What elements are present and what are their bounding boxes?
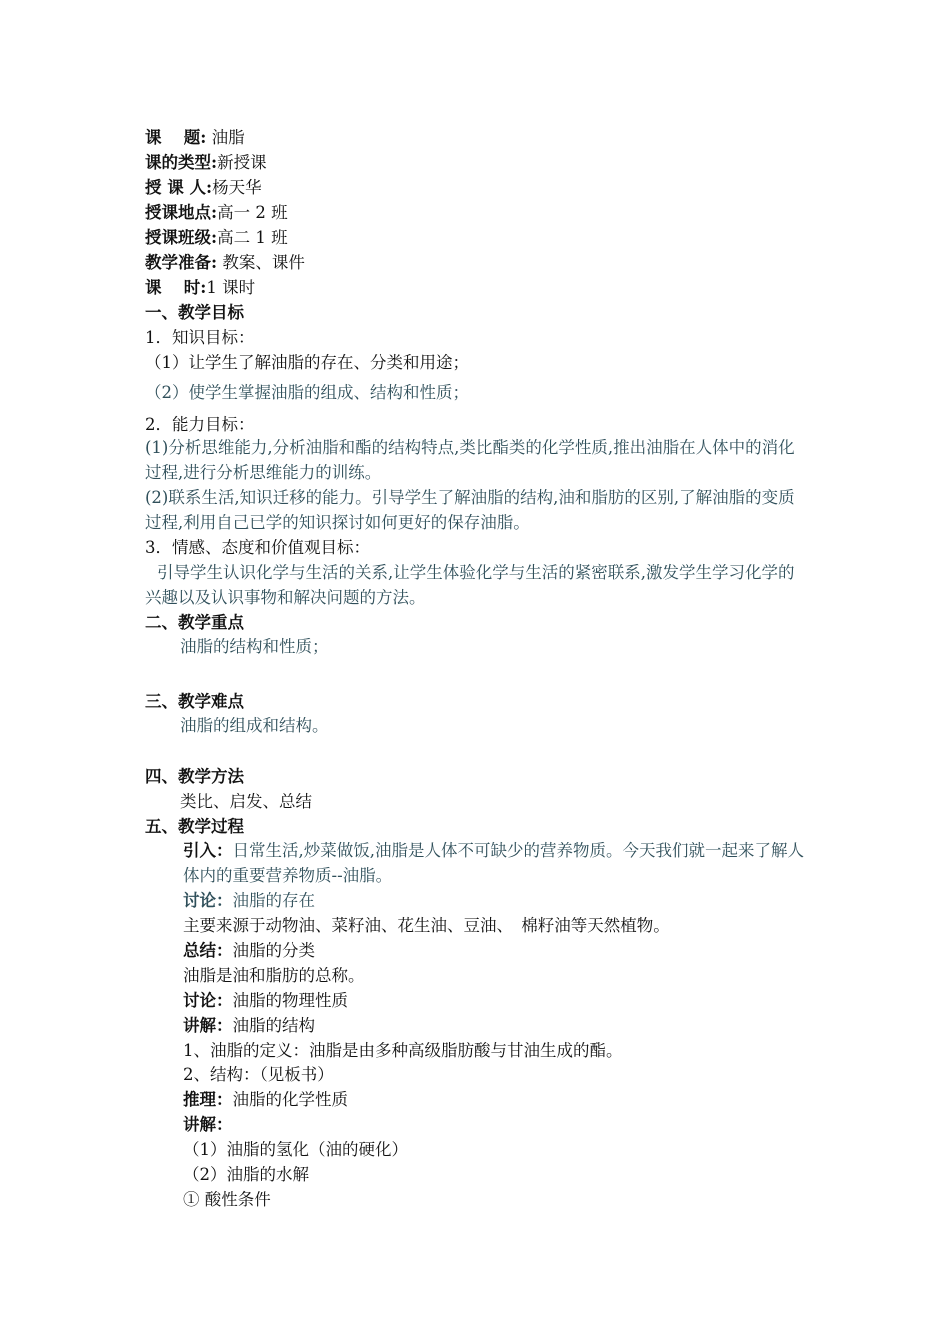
discussion-2-label: 讨论： (183, 991, 233, 1010)
inference (183, 1087, 348, 1112)
emotion-goal-title: 3．情感、态度和价值观目标： (145, 538, 370, 557)
prep-label: 教学准备: (145, 253, 218, 272)
intro-text: 日常生活,炒菜做饭,油脂是人体不可缺少的营养物质。今天我们就一起来了解人体内的重要营养物质--油脂。 (183, 841, 804, 885)
explanation-2-label: 讲解： (183, 1115, 233, 1134)
summary-label: 总结： (183, 941, 233, 960)
method-body: 类比、启发、总结 (180, 792, 312, 811)
location-label: 授课地点: (145, 203, 218, 222)
lesson-type-label: 课的类型: (145, 153, 218, 172)
intro-label: 引入： (183, 841, 233, 860)
discussion-1-label: 讨论： (183, 891, 233, 910)
location-line (145, 200, 288, 225)
emotion-goal-1: 引导学生认识化学与生活的关系,让学生体验化学与生活的紧密联系,激发学生学习化学的兴趣以及认识事物和解决问题的方法。 (145, 563, 795, 607)
hours-label: 课 时: (145, 278, 207, 297)
lesson-type-line (145, 150, 267, 175)
property-1: （1）油脂的氢化（油的硬化） (183, 1140, 408, 1159)
topic-line (145, 125, 245, 150)
definition-line: 1、油脂的定义：油脂是由多种高级脂肪酸与甘油生成的酯。 (183, 1041, 623, 1060)
intro-paragraph (183, 838, 810, 888)
key-point-body: 油脂的结构和性质； (180, 637, 329, 656)
teacher-value: 杨天华 (212, 178, 262, 197)
discussion-2-text: 油脂的物理性质 (232, 991, 348, 1010)
ability-goal-2: (2)联系生活,知识迁移的能力。引导学生了解油脂的结构,油和脂肪的区别,了解油脂的变质过程,利用自己已学的知识探讨如何更好的保存油脂。 (145, 488, 795, 532)
explanation-1 (183, 1013, 315, 1038)
ability-goal-1: (1)分析思维能力,分析油脂和酯的结构特点,类比酯类的化学性质,推出油脂在人体中的消化过程,进行分析思维能力的训练。 (145, 438, 795, 482)
teacher-line (145, 175, 262, 200)
topic-value: 油脂 (211, 128, 245, 147)
discussion-1-body: 主要来源于动物油、菜籽油、花生油、豆油、 棉籽油等天然植物。 (183, 916, 670, 935)
hours-value: 1 课时 (206, 278, 256, 297)
hours-line (145, 275, 255, 300)
summary-body: 油脂是油和脂肪的总称。 (183, 966, 365, 985)
explanation-1-label: 讲解： (183, 1016, 233, 1035)
difficulty-body: 油脂的组成和结构。 (180, 716, 329, 735)
property-2-sub-1: ① 酸性条件 (183, 1190, 271, 1209)
topic-label: 课 题: (145, 128, 207, 147)
knowledge-goal-2: （2）使学生掌握油脂的组成、结构和性质； (145, 383, 469, 402)
structure-line: 2、结构：（见板书） (183, 1065, 334, 1084)
discussion-2 (183, 988, 348, 1013)
summary (183, 938, 315, 963)
section-1-title: 一、教学目标 (145, 303, 244, 322)
teacher-label: 授 课 人: (145, 178, 213, 197)
discussion-1 (183, 888, 315, 913)
summary-text: 油脂的分类 (232, 941, 315, 960)
section-5-title: 五、教学过程 (145, 817, 244, 836)
class-value: 高二 1 班 (217, 228, 288, 247)
section-2-title: 二、教学重点 (145, 613, 244, 632)
location-value: 高一 2 班 (217, 203, 288, 222)
section-4-title: 四、教学方法 (145, 767, 244, 786)
class-label: 授课班级: (145, 228, 218, 247)
section-3-title: 三、教学难点 (145, 692, 244, 711)
ability-goal-title: 2．能力目标： (145, 415, 255, 434)
lesson-type-value: 新授课 (217, 153, 267, 172)
knowledge-goal-1: （1）让学生了解油脂的存在、分类和用途； (145, 353, 469, 372)
prep-value: 教案、课件 (222, 253, 305, 272)
explanation-1-text: 油脂的结构 (232, 1016, 315, 1035)
class-line (145, 225, 288, 250)
inference-label: 推理： (183, 1090, 233, 1109)
discussion-1-text: 油脂的存在 (232, 891, 315, 910)
prep-line (145, 250, 305, 275)
knowledge-goal-title: 1．知识目标： (145, 328, 255, 347)
property-2: （2）油脂的水解 (183, 1165, 309, 1184)
inference-text: 油脂的化学性质 (232, 1090, 348, 1109)
